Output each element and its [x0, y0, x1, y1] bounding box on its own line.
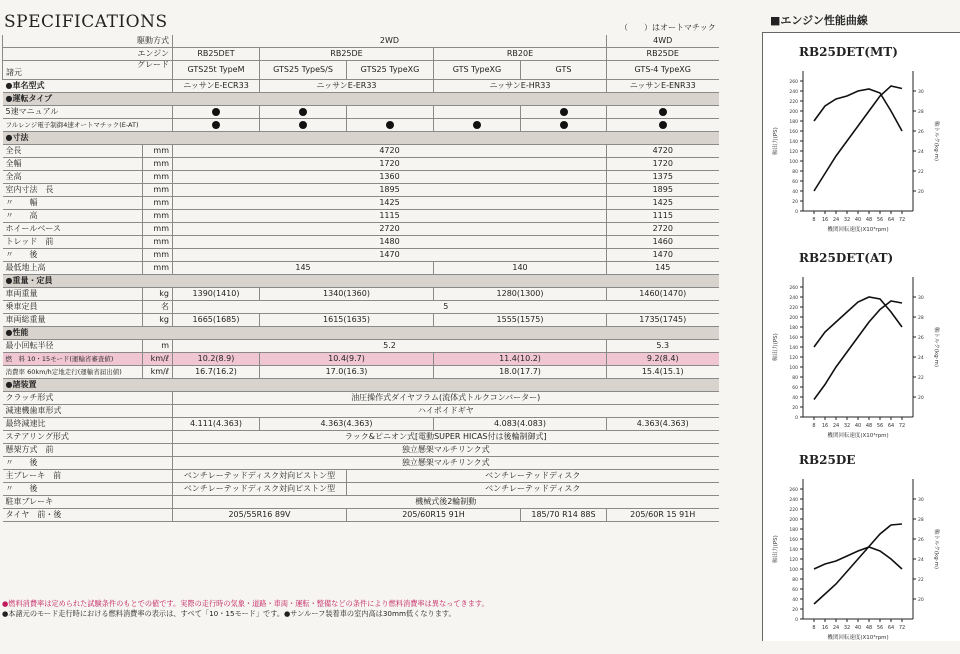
y2-tick-label: 26 [918, 336, 924, 341]
room-height-row: 〃 高 mm 1115 1115 [3, 210, 719, 223]
y-tick-label: 40 [792, 190, 798, 195]
header-drive-row: 駆動方式 2WD 4WD [3, 35, 719, 48]
x-tick-label: 16 [821, 625, 829, 631]
brake-rear-row: 〃 後 ベンチレーテッドディスク対向ピストン型 ベンチレーテッドディスク [3, 483, 719, 496]
section-drive-type: ●運転タイプ [3, 93, 719, 106]
width-row: 全幅 mm 1720 1720 [3, 158, 719, 171]
final-ratio-row: 最終減速比 4.111(4.363) 4.363(4.363) 4.083(4.083) 4.363(4.363) [3, 418, 719, 431]
y2-tick-label: 24 [918, 150, 924, 155]
gross-weight-row: 車両総重量 kg 1665(1685) 1615(1635) 1555(1575) 1735(1745) [3, 314, 719, 327]
y-tick-label: 160 [789, 538, 798, 543]
y-tick-label: 140 [789, 548, 798, 553]
y-axis-label: 軸出力(PS) [773, 535, 779, 563]
x-tick-label: 56 [876, 217, 884, 223]
y2-axis-label: 軸トルク(kg·m) [933, 121, 939, 161]
y-tick-label: 80 [792, 578, 798, 583]
y-tick-label: 180 [789, 120, 798, 125]
y-tick-label: 20 [792, 406, 798, 411]
chart-svg [763, 61, 960, 246]
tire-row: タイヤ 前・後 205/55R16 89V 205/60R15 91H 185/70 R14 88S 205/60R 15 91H [3, 509, 719, 522]
available-dot [299, 108, 307, 116]
room-width-row: 〃 幅 mm 1425 1425 [3, 197, 719, 210]
section-perf: ●性能 [3, 327, 719, 340]
y2-tick-label: 28 [918, 316, 924, 321]
y-tick-label: 220 [789, 508, 798, 513]
y2-tick-label: 22 [918, 170, 924, 175]
fuel-60-row: 消費率 60km/h定地走行(運輸省届出値) km/ℓ 16.7(16.2) 17.0(16.3) 18.0(17.7) 15.4(15.1) [3, 366, 719, 379]
perf-chart-panel [762, 32, 960, 641]
y2-tick-label: 22 [918, 578, 924, 583]
x-tick-label: 16 [821, 217, 829, 223]
x-tick-label: 72 [898, 217, 906, 223]
clutch-row: クラッチ形式 油圧操作式ダイヤフラム(流体式トルクコンバーター) [3, 392, 719, 405]
y-tick-label: 260 [789, 80, 798, 85]
y-tick-label: 60 [792, 386, 798, 391]
model-row: ●車名型式 ニッサンE-ECR33 ニッサンE-ER33 ニッサンE-HR33 ニッサンE-ENR33 [3, 80, 719, 93]
y-tick-label: 120 [789, 356, 798, 361]
chart-title: RB25DET(AT) [799, 251, 894, 265]
y-tick-label: 160 [789, 130, 798, 135]
y2-axis-label: 軸トルク(kg·m) [933, 529, 939, 569]
x-tick-label: 8 [812, 217, 816, 223]
y2-axis-label: 軸トルク(kg·m) [933, 327, 939, 367]
x-tick-label: 72 [898, 423, 906, 429]
section-weight: ●重量・定員 [3, 275, 719, 288]
x-tick-label: 24 [832, 423, 840, 429]
x-tick-label: 64 [887, 217, 895, 223]
y-axis-label: 軸出力(PS) [773, 333, 779, 361]
y-tick-label: 220 [789, 306, 798, 311]
tread-front-row: トレッド 前 mm 1480 1460 [3, 236, 719, 249]
y2-tick-label: 20 [918, 396, 924, 401]
y2-tick-label: 20 [918, 190, 924, 195]
x-tick-label: 64 [887, 423, 895, 429]
y-tick-label: 0 [795, 416, 798, 421]
y2-tick-label: 22 [918, 376, 924, 381]
y-tick-label: 140 [789, 346, 798, 351]
footnotes [2, 599, 718, 619]
x-tick-label: 56 [876, 423, 884, 429]
torque-curve [814, 297, 902, 347]
footnote-fuel: ●燃料消費率は定められた試験条件のもとでの値です。実際の走行時の気象・道路・車両・運転・整備などの条件により燃料消費率は異なってきます。 [2, 599, 489, 608]
y-tick-label: 40 [792, 598, 798, 603]
spec-table [2, 35, 719, 522]
y-tick-label: 180 [789, 528, 798, 533]
y-tick-label: 160 [789, 336, 798, 341]
capacity-row: 乗車定員 名 5 [3, 301, 719, 314]
y-tick-label: 140 [789, 140, 798, 145]
header-engine-row: エンジン RB25DET RB25DE RB20E RB25DE [3, 48, 719, 61]
automatic-note: （ ）はオートマチック [620, 23, 716, 32]
y-axis-label: 軸出力(PS) [773, 127, 779, 155]
y-tick-label: 100 [789, 160, 798, 165]
y-tick-label: 120 [789, 150, 798, 155]
available-dot [473, 121, 481, 129]
x-tick-label: 32 [843, 423, 851, 429]
room-length-row: 室内寸法 長 mm 1895 1895 [3, 184, 719, 197]
y-tick-label: 200 [789, 110, 798, 115]
reduction-gear-row: 減速機歯車形式 ハイポイドギヤ [3, 405, 719, 418]
available-dot [299, 121, 307, 129]
y-tick-label: 120 [789, 558, 798, 563]
y2-tick-label: 28 [918, 518, 924, 523]
chart-svg [763, 469, 960, 654]
available-dot [659, 108, 667, 116]
y-tick-label: 0 [795, 618, 798, 623]
section-equip: ●諸装置 [3, 379, 719, 392]
x-tick-label: 64 [887, 625, 895, 631]
y-tick-label: 200 [789, 518, 798, 523]
y-tick-label: 260 [789, 488, 798, 493]
available-dot [560, 108, 568, 116]
chart-title: RB25DE [799, 453, 856, 467]
available-dot [659, 121, 667, 129]
at-row: フルレンジ電子制御4速オートマチック(E-AT) [3, 119, 719, 132]
height-row: 全高 mm 1360 1375 [3, 171, 719, 184]
y2-tick-label: 20 [918, 598, 924, 603]
power-curve [814, 86, 902, 191]
y-tick-label: 220 [789, 100, 798, 105]
y-tick-label: 260 [789, 286, 798, 291]
y2-tick-label: 26 [918, 538, 924, 543]
suspension-rear-row: 〃 後 独立懸架マルチリンク式 [3, 457, 719, 470]
footnote-mode: ●本諸元のモード走行時における燃料消費率の表示は、すべて「10・15モード」です。●サンルーフ装着車の室内高は30mm低くなります。 [2, 609, 456, 618]
length-row: 全長 mm 4720 4720 [3, 145, 719, 158]
x-tick-label: 40 [854, 625, 862, 631]
power-curve [814, 301, 902, 400]
x-tick-label: 48 [865, 217, 873, 223]
x-tick-label: 32 [843, 625, 851, 631]
y-tick-label: 0 [795, 210, 798, 215]
x-tick-label: 48 [865, 423, 873, 429]
curb-weight-row: 車両重量 kg 1390(1410) 1340(1360) 1280(1300) 1460(1470) [3, 288, 719, 301]
y2-tick-label: 30 [918, 296, 924, 301]
y2-tick-label: 26 [918, 130, 924, 135]
y-tick-label: 80 [792, 376, 798, 381]
y-tick-label: 100 [789, 366, 798, 371]
y2-tick-label: 28 [918, 110, 924, 115]
tread-rear-row: 〃 後 mm 1470 1470 [3, 249, 719, 262]
y-tick-label: 180 [789, 326, 798, 331]
header-grade-row: グレード 諸元 GTS25t TypeM GTS25 TypeS/S GTS25 TypeXG GTS TypeXG GTS GTS-4 TypeXG [3, 61, 719, 80]
y2-tick-label: 30 [918, 90, 924, 95]
x-tick-label: 40 [854, 423, 862, 429]
section-dims: ●寸法 [3, 132, 719, 145]
y-tick-label: 60 [792, 588, 798, 593]
y-tick-label: 240 [789, 90, 798, 95]
page-title: SPECIFICATIONS [4, 12, 168, 32]
wheelbase-row: ホイールベース mm 2720 2720 [3, 223, 719, 236]
y2-tick-label: 24 [918, 558, 924, 563]
fuel-1015-row: 燃 料 10・15モード(運輸省審査値) km/ℓ 10.2(8.9) 10.4(9.7) 11.4(10.2) 9.2(8.4) [3, 353, 719, 366]
y-tick-label: 200 [789, 316, 798, 321]
x-tick-label: 24 [832, 217, 840, 223]
x-tick-label: 24 [832, 625, 840, 631]
y-tick-label: 240 [789, 498, 798, 503]
x-tick-label: 32 [843, 217, 851, 223]
suspension-front-row: 懸架方式 前 独立懸架マルチリンク式 [3, 444, 719, 457]
y2-tick-label: 24 [918, 356, 924, 361]
y-tick-label: 20 [792, 608, 798, 613]
clearance-row: 最低地上高 mm 145 140 145 [3, 262, 719, 275]
y-tick-label: 240 [789, 296, 798, 301]
y-tick-label: 40 [792, 396, 798, 401]
mt-row: 5速マニュアル [3, 106, 719, 119]
x-tick-label: 56 [876, 625, 884, 631]
available-dot [212, 121, 220, 129]
x-axis-label: 機関回転速度(X10³rpm) [827, 635, 889, 641]
y2-tick-label: 30 [918, 498, 924, 503]
available-dot [560, 121, 568, 129]
y-tick-label: 100 [789, 568, 798, 573]
turning-radius-row: 最小回転半径 m 5.2 5.3 [3, 340, 719, 353]
x-axis-label: 機関回転速度(X10³rpm) [827, 227, 889, 233]
brake-front-row: 主ブレーキ 前 ベンチレーテッドディスク対向ピストン型 ベンチレーテッドディスク [3, 470, 719, 483]
available-dot [386, 121, 394, 129]
x-tick-label: 16 [821, 423, 829, 429]
x-tick-label: 8 [812, 423, 816, 429]
available-dot [212, 108, 220, 116]
chart-svg [763, 267, 960, 452]
x-tick-label: 48 [865, 625, 873, 631]
x-tick-label: 40 [854, 217, 862, 223]
y-tick-label: 80 [792, 170, 798, 175]
y-tick-label: 60 [792, 180, 798, 185]
x-axis-label: 機関回転速度(X10³rpm) [827, 433, 889, 439]
x-tick-label: 8 [812, 625, 816, 631]
parking-brake-row: 駐車ブレーキ 機械式後2輪制動 [3, 496, 719, 509]
steering-row: ステアリング形式 ラック&ピニオン式[電動SUPER HICAS付は後輪制御式] [3, 431, 719, 444]
chart-title: RB25DET(MT) [799, 45, 898, 59]
y-tick-label: 20 [792, 200, 798, 205]
perf-title: ■エンジン性能曲線 [770, 14, 868, 27]
x-tick-label: 72 [898, 625, 906, 631]
